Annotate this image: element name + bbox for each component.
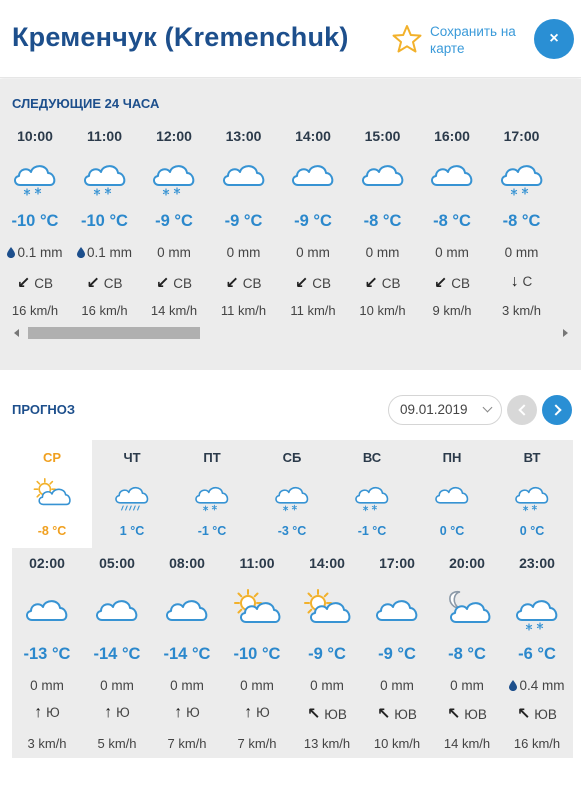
day-name: ВС (362, 450, 382, 465)
wind-arrow-icon: ↙ (156, 275, 170, 292)
wind-arrow-icon: ↖ (307, 706, 321, 723)
hour-wind-speed: 16 km/h (81, 303, 128, 318)
hour-precipitation: 0 mm (296, 245, 330, 260)
hour-time: 12:00 (156, 128, 192, 144)
time-label: 02:00 (29, 555, 65, 571)
time-temperature: -10 °C (233, 645, 281, 663)
hour-wind-speed: 16 km/h (11, 303, 59, 318)
cloud-icon (372, 586, 422, 632)
wind-arrow-icon: ↙ (86, 275, 100, 292)
forecast-title: ПРОГНОЗ (12, 402, 75, 417)
hour-wind-speed: 11 km/h (290, 303, 336, 318)
day-temperature: 0 °C (439, 524, 465, 538)
cloud-snow-icon (512, 474, 552, 514)
time-precipitation: 0.4 mm (502, 678, 572, 693)
close-button[interactable] (534, 19, 574, 59)
page-title: Кременчук (Kremenchuk) (12, 22, 349, 52)
hour-time: 11:00 (86, 128, 123, 144)
time-temperature: -9 °C (308, 645, 346, 663)
hour-temperature: -10 °C (81, 212, 128, 230)
drop-icon (509, 680, 517, 691)
hour-wind: ↙ СВ (86, 275, 123, 292)
hour-precipitation: 0 mm (157, 245, 191, 260)
time-label: 11:00 (239, 555, 275, 571)
next-day-button[interactable] (542, 395, 572, 425)
hour-temperature: -8 °C (363, 212, 402, 230)
hour-wind: ↙ СВ (225, 275, 262, 292)
cloud-icon (219, 151, 269, 197)
hour-wind: ↓ С (510, 273, 533, 290)
hour-precipitation: 0 mm (365, 245, 400, 260)
time-wind: ↑ Ю (244, 704, 270, 721)
hour-wind: ↙ СВ (17, 275, 53, 292)
wind-arrow-icon: ↙ (364, 275, 378, 292)
day-tab[interactable] (172, 440, 252, 548)
cloud-icon (22, 586, 72, 632)
time-temperature: -8 °C (448, 645, 486, 663)
time-wind-speed: 13 km/h (303, 736, 351, 751)
drop-icon (77, 247, 85, 258)
date-value: 09.01.2019 (400, 402, 468, 417)
time-temperature: -6 °C (518, 645, 556, 663)
time-wind-speed: 10 km/h (373, 736, 421, 751)
hour-time: 10:00 (17, 128, 53, 144)
hour-wind-speed: 10 km/h (359, 303, 406, 318)
day-hourly-list (12, 548, 573, 758)
time-wind-speed: 16 km/h (513, 736, 561, 751)
wind-arrow-icon: ↓ (510, 273, 519, 290)
hour-temperature: -8 °C (502, 212, 541, 230)
cloud-snow-icon (512, 586, 562, 632)
day-name: ПТ (203, 450, 221, 465)
next-24-hours-panel (0, 79, 581, 370)
wind-arrow-icon: ↑ (244, 704, 253, 721)
chevron-right-icon (550, 404, 561, 415)
day-temperature: 1 °C (119, 524, 145, 538)
prev-day-button[interactable] (507, 395, 537, 425)
hour-temperature: -9 °C (155, 212, 193, 230)
time-wind: ↑ Ю (104, 704, 130, 721)
date-select[interactable] (388, 395, 502, 425)
day-temperature: -3 °C (277, 524, 307, 538)
hour-temperature: -9 °C (294, 212, 332, 230)
time-wind: ↑ Ю (34, 704, 60, 721)
cloud-snow-icon (80, 151, 130, 197)
cloud-snow-icon (497, 151, 547, 197)
cloud-snow-icon (10, 151, 60, 197)
wind-arrow-icon: ↖ (447, 706, 461, 723)
day-name: ЧТ (123, 450, 141, 465)
time-label: 14:00 (309, 555, 345, 571)
hour-precipitation: 0 mm (226, 245, 261, 260)
hour-time: 17:00 (503, 128, 540, 144)
time-precipitation: 0 mm (380, 678, 414, 693)
time-precipitation: 0 mm (30, 678, 64, 693)
time-precipitation: 0 mm (170, 678, 204, 693)
wind-arrow-icon: ↑ (104, 704, 113, 721)
scroll-right-icon[interactable] (563, 329, 568, 337)
header (0, 0, 581, 78)
hour-wind-speed: 3 km/h (501, 303, 541, 318)
time-wind: ↖ ЮВ (307, 706, 347, 723)
hour-temperature: -8 °C (433, 212, 471, 230)
day-temperature: -1 °C (357, 524, 387, 538)
hour-wind-speed: 9 km/h (432, 303, 472, 318)
hour-wind-speed: 14 km/h (150, 303, 198, 318)
time-label: 23:00 (519, 555, 555, 571)
time-wind: ↖ ЮВ (517, 706, 557, 723)
time-precipitation: 0 mm (310, 678, 344, 693)
star-icon (392, 24, 422, 54)
day-tab[interactable] (92, 440, 172, 548)
hour-time: 15:00 (364, 128, 401, 144)
hour-wind: ↙ СВ (434, 275, 470, 292)
time-label: 05:00 (99, 555, 135, 571)
wind-arrow-icon: ↖ (377, 706, 391, 723)
cloud-icon (358, 151, 408, 197)
hour-time: 13:00 (225, 128, 262, 144)
wind-arrow-icon: ↙ (295, 275, 309, 292)
cloud-icon (92, 586, 142, 632)
day-name: СР (42, 450, 62, 465)
wind-arrow-icon: ↑ (34, 704, 43, 721)
time-wind: ↑ Ю (174, 704, 200, 721)
time-wind: ↖ ЮВ (447, 706, 487, 723)
scroll-thumb[interactable] (28, 327, 200, 339)
chevron-down-icon (483, 403, 493, 413)
wind-arrow-icon: ↙ (225, 275, 239, 292)
time-wind-speed: 7 km/h (167, 736, 207, 751)
save-on-map-button[interactable] (392, 20, 532, 60)
hour-wind: ↙ СВ (295, 275, 331, 292)
day-temperature: -8 °C (37, 524, 67, 538)
hour-wind: ↙ СВ (156, 275, 192, 292)
day-temperature: 0 °C (519, 524, 545, 538)
drop-icon (7, 247, 15, 258)
cloud-snow-icon (272, 474, 312, 514)
day-temperature: -1 °C (197, 524, 227, 538)
time-temperature: -9 °C (378, 645, 416, 663)
hour-temperature: -10 °C (11, 212, 59, 230)
hour-wind: ↙ СВ (364, 275, 401, 292)
cloud-rain-icon (112, 474, 152, 514)
time-temperature: -14 °C (93, 645, 141, 663)
moon-cloud-icon (442, 586, 492, 632)
time-precipitation: 0 mm (240, 678, 274, 693)
hour-wind-speed: 11 km/h (220, 303, 267, 318)
hour-precipitation: 0.1 mm (0, 245, 70, 260)
time-temperature: -13 °C (23, 645, 71, 663)
cloud-snow-icon (352, 474, 392, 514)
hour-precipitation: 0.1 mm (70, 245, 140, 260)
day-tab[interactable] (492, 440, 572, 548)
day-tab[interactable] (412, 440, 492, 548)
day-name: ВТ (523, 450, 541, 465)
cloud-icon (427, 151, 477, 197)
sun-cloud-icon (232, 586, 282, 632)
time-wind-speed: 5 km/h (97, 736, 137, 751)
time-precipitation: 0 mm (450, 678, 484, 693)
day-name: СБ (282, 450, 302, 465)
wind-arrow-icon: ↑ (174, 704, 183, 721)
horizontal-scrollbar[interactable] (12, 326, 570, 340)
hour-precipitation: 0 mm (435, 245, 469, 260)
hour-time: 16:00 (434, 128, 470, 144)
time-temperature: -14 °C (163, 645, 211, 663)
hour-precipitation: 0 mm (504, 245, 539, 260)
cloud-icon (432, 474, 472, 514)
day-name: ПН (442, 450, 462, 465)
day-tabs (12, 440, 573, 548)
wind-arrow-icon: ↙ (17, 275, 31, 292)
cloud-snow-icon (192, 474, 232, 514)
wind-arrow-icon: ↖ (517, 706, 531, 723)
day-tab[interactable] (332, 440, 412, 548)
time-label: 08:00 (169, 555, 205, 571)
wind-arrow-icon: ↙ (434, 275, 448, 292)
time-label: 17:00 (379, 555, 415, 571)
time-precipitation: 0 mm (100, 678, 134, 693)
time-label: 20:00 (449, 555, 485, 571)
day-tab[interactable] (252, 440, 332, 548)
save-on-map-label: Сохранить на карте (430, 24, 516, 56)
chevron-left-icon (518, 404, 529, 415)
scroll-left-icon[interactable] (14, 329, 19, 337)
time-wind: ↖ ЮВ (377, 706, 417, 723)
close-icon: × (549, 30, 559, 47)
time-wind-speed: 14 km/h (443, 736, 491, 751)
cloud-icon (162, 586, 212, 632)
next-24-hours-title: СЛЕДУЮЩИЕ 24 ЧАСА (12, 96, 160, 111)
sun-cloud-icon (32, 474, 72, 514)
hour-time: 14:00 (295, 128, 331, 144)
cloud-snow-icon (149, 151, 199, 197)
hour-temperature: -9 °C (224, 212, 263, 230)
sun-cloud-icon (302, 586, 352, 632)
cloud-icon (288, 151, 338, 197)
time-wind-speed: 7 km/h (237, 736, 277, 751)
time-wind-speed: 3 km/h (27, 736, 67, 751)
day-tab[interactable] (12, 440, 92, 548)
